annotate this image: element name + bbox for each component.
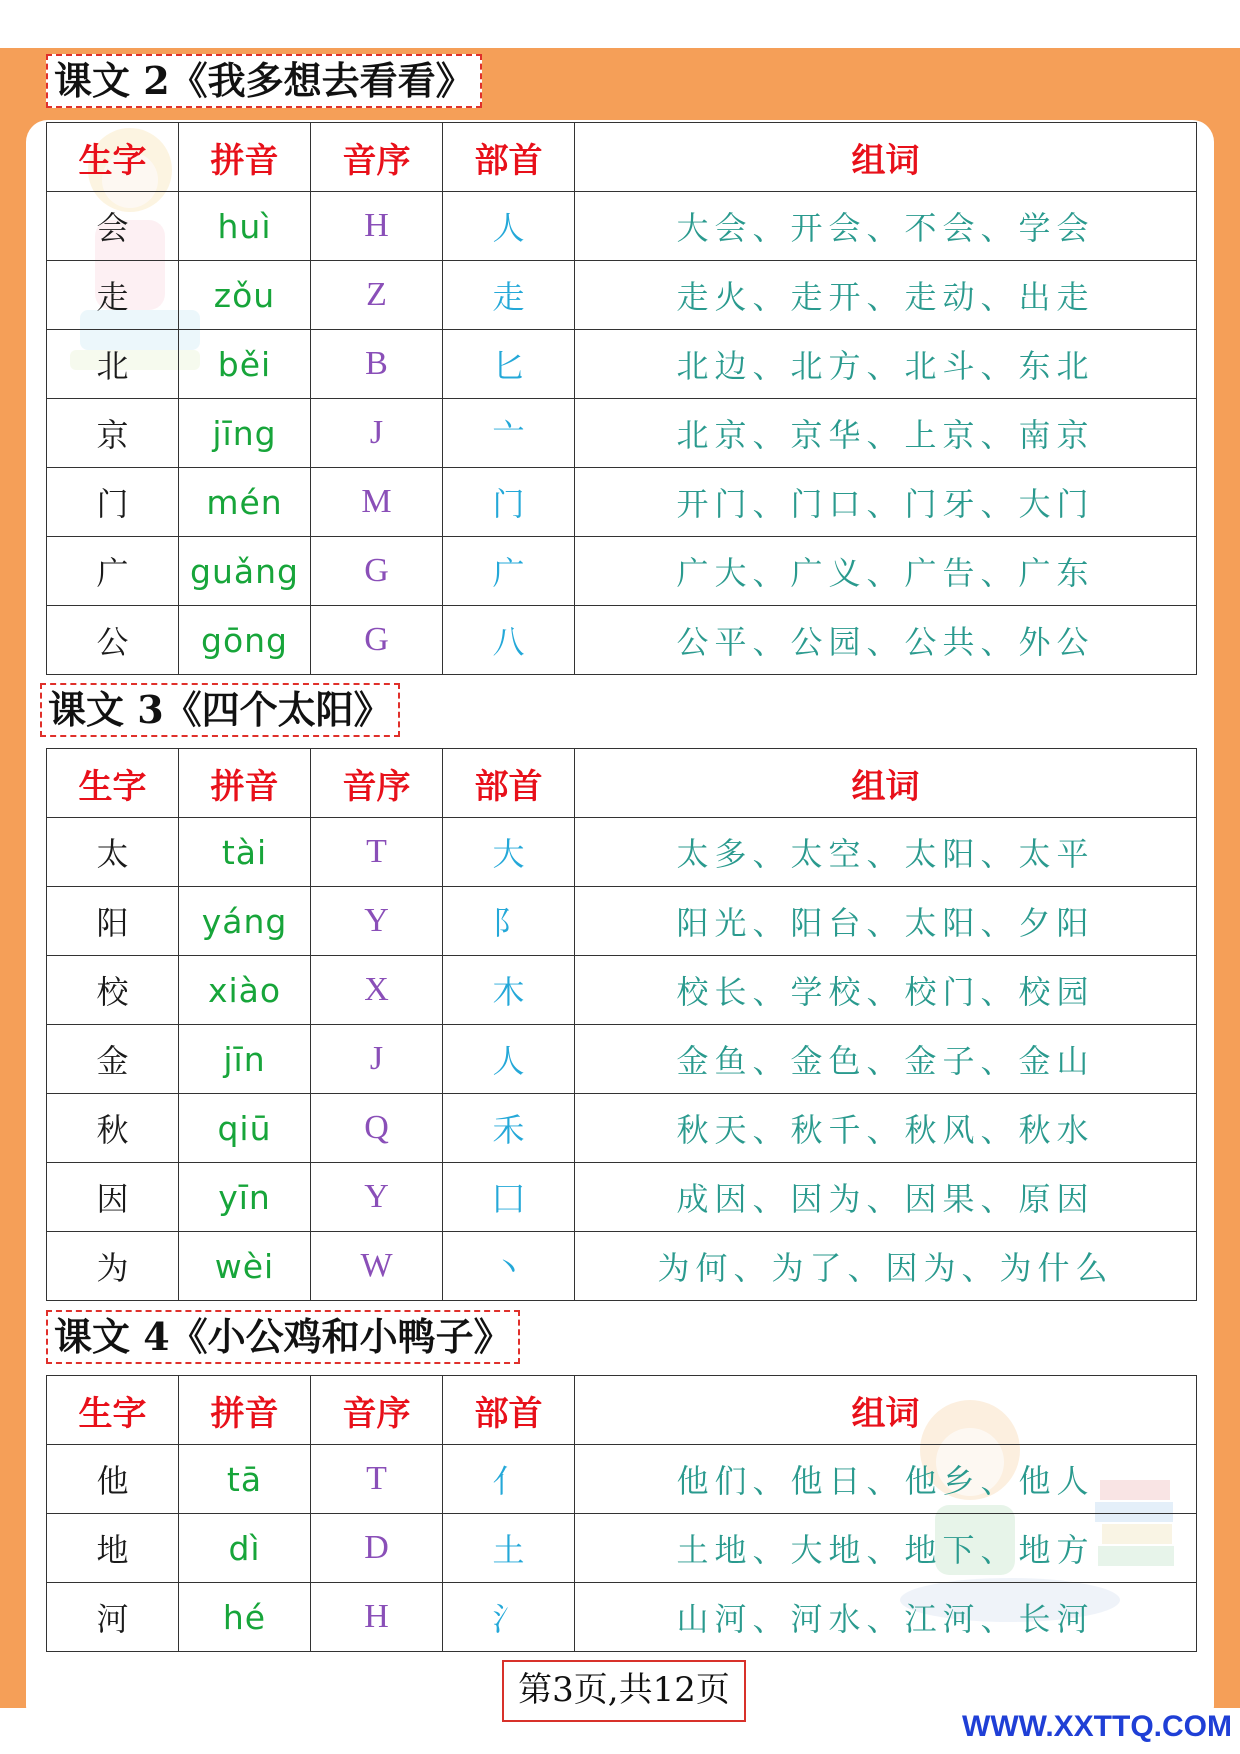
- table-header-row: [47, 1376, 1197, 1445]
- header-order: 音序: [311, 123, 443, 192]
- vocab-table: [46, 1375, 1197, 1652]
- pinyin-cell: gōng: [179, 606, 311, 675]
- words-cell: 开门、门口、门牙、大门: [575, 468, 1197, 537]
- pinyin-cell: zǒu: [179, 261, 311, 330]
- words-cell: 为何、为了、因为、为什么: [575, 1232, 1197, 1301]
- char-cell: 地: [47, 1514, 179, 1583]
- radical-cell: 亠: [443, 399, 575, 468]
- radical-cell: 丶: [443, 1232, 575, 1301]
- pinyin-cell: jīn: [179, 1025, 311, 1094]
- char-cell: 河: [47, 1583, 179, 1652]
- header-radical: 部首: [443, 123, 575, 192]
- header-pinyin: 拼音: [179, 1376, 311, 1445]
- pinyin-cell: hé: [179, 1583, 311, 1652]
- table-row: [47, 606, 1197, 675]
- words-cell: 山河、河水、江河、长河: [575, 1583, 1197, 1652]
- radical-cell: 八: [443, 606, 575, 675]
- radical-cell: 匕: [443, 330, 575, 399]
- words-cell: 北边、北方、北斗、东北: [575, 330, 1197, 399]
- order-cell: M: [311, 468, 443, 537]
- header-radical: 部首: [443, 749, 575, 818]
- table-row: [47, 1232, 1197, 1301]
- table-header-row: [47, 123, 1197, 192]
- radical-cell: 阝: [443, 887, 575, 956]
- pinyin-cell: xiào: [179, 956, 311, 1025]
- pinyin-cell: dì: [179, 1514, 311, 1583]
- words-cell: 成因、因为、因果、原因: [575, 1163, 1197, 1232]
- char-cell: 太: [47, 818, 179, 887]
- radical-cell: 走: [443, 261, 575, 330]
- radical-cell: 禾: [443, 1094, 575, 1163]
- header-pinyin: 拼音: [179, 123, 311, 192]
- pinyin-cell: tā: [179, 1445, 311, 1514]
- radical-cell: 人: [443, 1025, 575, 1094]
- words-cell: 走火、走开、走动、出走: [575, 261, 1197, 330]
- order-cell: Y: [311, 887, 443, 956]
- radical-cell: 广: [443, 537, 575, 606]
- table-row: [47, 1514, 1197, 1583]
- vocab-table: [46, 748, 1197, 1301]
- order-cell: J: [311, 1025, 443, 1094]
- header-order: 音序: [311, 749, 443, 818]
- pinyin-cell: běi: [179, 330, 311, 399]
- words-cell: 金鱼、金色、金子、金山: [575, 1025, 1197, 1094]
- radical-cell: 门: [443, 468, 575, 537]
- header-words: 组词: [575, 749, 1197, 818]
- pinyin-cell: huì: [179, 192, 311, 261]
- char-cell: 公: [47, 606, 179, 675]
- table-row: [47, 192, 1197, 261]
- order-cell: W: [311, 1232, 443, 1301]
- words-cell: 他们、他日、他乡、他人: [575, 1445, 1197, 1514]
- header-words: 组词: [575, 123, 1197, 192]
- radical-cell: 大: [443, 818, 575, 887]
- char-cell: 他: [47, 1445, 179, 1514]
- order-cell: Y: [311, 1163, 443, 1232]
- table-row: [47, 1094, 1197, 1163]
- order-cell: D: [311, 1514, 443, 1583]
- char-cell: 因: [47, 1163, 179, 1232]
- words-cell: 秋天、秋千、秋风、秋水: [575, 1094, 1197, 1163]
- pinyin-cell: yáng: [179, 887, 311, 956]
- pinyin-cell: tài: [179, 818, 311, 887]
- order-cell: Q: [311, 1094, 443, 1163]
- radical-cell: 木: [443, 956, 575, 1025]
- table-row: [47, 330, 1197, 399]
- char-cell: 会: [47, 192, 179, 261]
- table-row: [47, 818, 1197, 887]
- page-number: 第3页,共12页: [502, 1660, 746, 1722]
- table-row: [47, 399, 1197, 468]
- order-cell: H: [311, 1583, 443, 1652]
- pinyin-cell: guǎng: [179, 537, 311, 606]
- char-cell: 北: [47, 330, 179, 399]
- table-row: [47, 261, 1197, 330]
- words-cell: 阳光、阳台、太阳、夕阳: [575, 887, 1197, 956]
- order-cell: T: [311, 818, 443, 887]
- lesson-title: 课文 3《四个太阳》: [40, 683, 400, 737]
- header-radical: 部首: [443, 1376, 575, 1445]
- header-order: 音序: [311, 1376, 443, 1445]
- order-cell: B: [311, 330, 443, 399]
- char-cell: 京: [47, 399, 179, 468]
- lesson-title: 课文 4《小公鸡和小鸭子》: [46, 1310, 520, 1364]
- table-row: [47, 468, 1197, 537]
- words-cell: 广大、广义、广告、广东: [575, 537, 1197, 606]
- order-cell: G: [311, 606, 443, 675]
- words-cell: 土地、大地、地下、地方: [575, 1514, 1197, 1583]
- table-row: [47, 887, 1197, 956]
- header-char: 生字: [47, 123, 179, 192]
- table-row: [47, 956, 1197, 1025]
- words-cell: 校长、学校、校门、校园: [575, 956, 1197, 1025]
- char-cell: 为: [47, 1232, 179, 1301]
- order-cell: X: [311, 956, 443, 1025]
- order-cell: J: [311, 399, 443, 468]
- radical-cell: 氵: [443, 1583, 575, 1652]
- char-cell: 秋: [47, 1094, 179, 1163]
- radical-cell: 亻: [443, 1445, 575, 1514]
- words-cell: 北京、京华、上京、南京: [575, 399, 1197, 468]
- vocab-table: [46, 122, 1197, 675]
- header-char: 生字: [47, 1376, 179, 1445]
- table-row: [47, 1583, 1197, 1652]
- table-row: [47, 1025, 1197, 1094]
- order-cell: Z: [311, 261, 443, 330]
- words-cell: 大会、开会、不会、学会: [575, 192, 1197, 261]
- order-cell: H: [311, 192, 443, 261]
- table-header-row: [47, 749, 1197, 818]
- pinyin-cell: wèi: [179, 1232, 311, 1301]
- radical-cell: 土: [443, 1514, 575, 1583]
- pinyin-cell: yīn: [179, 1163, 311, 1232]
- pinyin-cell: jīng: [179, 399, 311, 468]
- order-cell: G: [311, 537, 443, 606]
- lesson-title: 课文 2《我多想去看看》: [46, 54, 482, 108]
- radical-cell: 囗: [443, 1163, 575, 1232]
- site-watermark: WWW.XXTTQ.COM: [962, 1710, 1232, 1743]
- char-cell: 校: [47, 956, 179, 1025]
- char-cell: 金: [47, 1025, 179, 1094]
- header-char: 生字: [47, 749, 179, 818]
- words-cell: 公平、公园、公共、外公: [575, 606, 1197, 675]
- char-cell: 门: [47, 468, 179, 537]
- table-row: [47, 1445, 1197, 1514]
- words-cell: 太多、太空、太阳、太平: [575, 818, 1197, 887]
- char-cell: 走: [47, 261, 179, 330]
- order-cell: T: [311, 1445, 443, 1514]
- table-row: [47, 1163, 1197, 1232]
- char-cell: 阳: [47, 887, 179, 956]
- header-words: 组词: [575, 1376, 1197, 1445]
- pinyin-cell: mén: [179, 468, 311, 537]
- table-row: [47, 537, 1197, 606]
- char-cell: 广: [47, 537, 179, 606]
- radical-cell: 人: [443, 192, 575, 261]
- pinyin-cell: qiū: [179, 1094, 311, 1163]
- header-pinyin: 拼音: [179, 749, 311, 818]
